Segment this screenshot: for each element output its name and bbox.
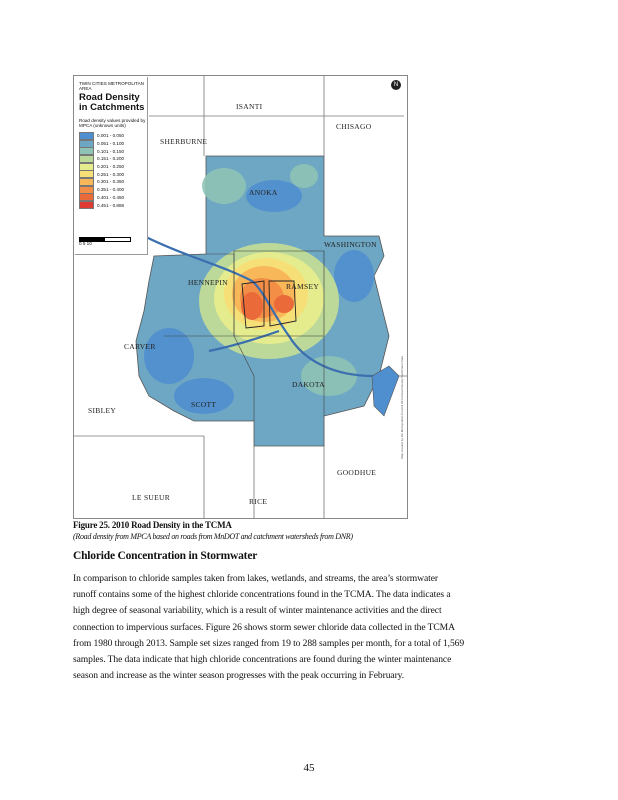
scale-labels: 0 5 10	[79, 241, 92, 246]
legend-class-label: 0.251 - 0.300	[97, 171, 125, 177]
legend-row	[79, 132, 147, 140]
legend-row	[79, 170, 147, 178]
section-heading: Chloride Concentration in Stormwater	[73, 550, 258, 562]
legend-row	[79, 163, 147, 171]
county-label-scott: SCOTT	[191, 400, 217, 409]
county-label-carver: CARVER	[124, 342, 156, 351]
legend-note: Road density values provided by MPCA (unknown units)	[79, 118, 146, 128]
paragraph-line: high degree of seasonal variability, which is a result of winter maintenance activities and the direct	[73, 605, 442, 617]
paragraph-line: In comparison to chloride samples taken from lakes, wetlands, and streams, the area’s stormwater	[73, 573, 438, 584]
county-label-sibley: SIBLEY	[88, 406, 117, 415]
legend-row	[79, 194, 147, 202]
legend-title: Road Density in Catchments	[79, 92, 145, 113]
county-label-rice: RICE	[249, 497, 268, 506]
legend-class-label: 0.301 - 0.350	[97, 179, 125, 185]
paragraph-line: season and increase as the winter season progresses with the peak occurring in February.	[73, 670, 405, 682]
county-label-hennepin: HENNEPIN	[188, 278, 228, 287]
county-label-goodhue: GOODHUE	[337, 468, 377, 477]
county-label-ramsey: RAMSEY	[286, 282, 320, 291]
legend-class-label: 0.001 - 0.050	[97, 133, 125, 139]
legend-class-list	[79, 132, 147, 209]
figure-caption: Figure 25. 2010 Road Density in the TCMA	[73, 520, 232, 530]
legend-class-label: 0.401 - 0.450	[97, 194, 125, 200]
legend-class-label: 0.101 - 0.150	[97, 148, 125, 154]
county-label-washington: WASHINGTON	[324, 240, 377, 249]
road-density-map	[73, 75, 408, 519]
paragraph-line: connection to impervious surfaces. Figure 26 shows storm sewer chloride data collected in the TCMA	[73, 621, 455, 633]
map-credit: Map created by the Metropolitan Council 2014 Road Density Catchment Data	[400, 356, 404, 459]
county-label-isanti: ISANTI	[236, 102, 263, 111]
map-legend	[75, 77, 148, 255]
paragraph-line: samples. The data indicate that high chloride concentrations are found during the winter maintenance	[73, 654, 452, 666]
legend-area-label: TWIN CITIES METROPOLITAN AREA	[79, 81, 144, 91]
county-label-sherburne: SHERBURNE	[160, 137, 208, 146]
legend-row	[79, 178, 147, 186]
county-label-le-sueur: LE SUEUR	[132, 493, 171, 502]
legend-row	[79, 201, 147, 209]
county-label-dakota: DAKOTA	[292, 380, 325, 389]
legend-class-label: 0.051 - 0.100	[97, 141, 125, 147]
legend-class-label: 0.351 - 0.400	[97, 187, 125, 193]
legend-row	[79, 155, 147, 163]
county-label-chisago: CHISAGO	[336, 122, 372, 131]
legend-swatch	[79, 201, 94, 209]
legend-row	[79, 140, 147, 148]
legend-row	[79, 186, 147, 194]
paragraph-line: runoff contains some of the highest chloride concentrations found in the TCMA. The data indicates a	[73, 589, 451, 601]
county-label-anoka: ANOKA	[249, 188, 278, 197]
body-paragraph	[73, 571, 545, 684]
legend-class-label: 0.201 - 0.250	[97, 164, 125, 170]
paragraph-line: from 1980 through 2013. Sample set sizes ranged from 19 to 288 samples per month, for a total of 1,569	[73, 637, 465, 649]
figure-source: (Road density from MPCA based on roads from MnDOT and catchment watersheds from DNR)	[73, 532, 353, 541]
north-arrow-icon: N	[391, 80, 401, 90]
legend-class-label: 0.151 - 0.200	[97, 156, 125, 162]
legend-class-label: 0.451 - 0.886	[97, 202, 125, 208]
legend-row	[79, 147, 147, 155]
page-number: 45	[303, 762, 315, 774]
